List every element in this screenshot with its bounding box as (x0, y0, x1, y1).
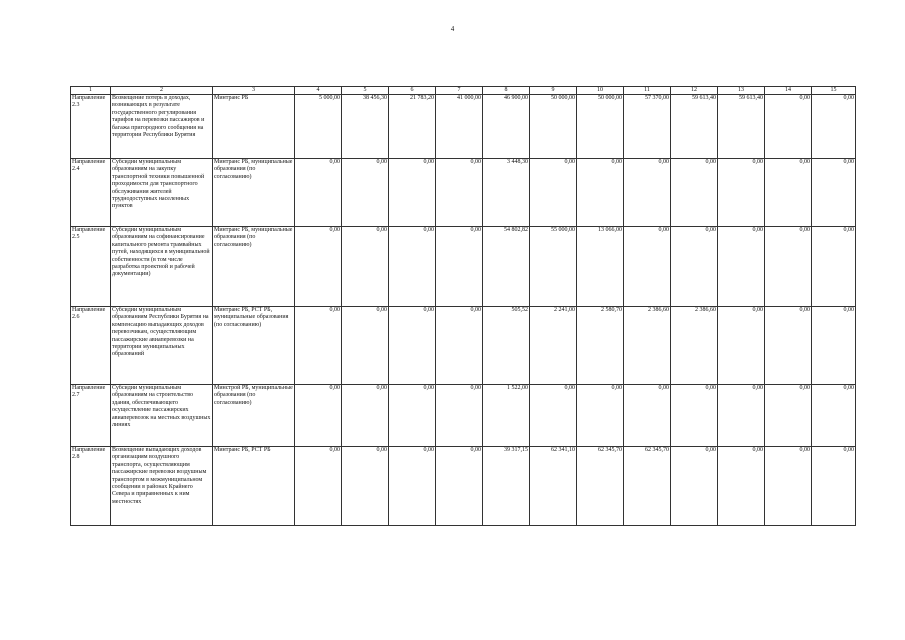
column-number: 8 (483, 87, 530, 95)
value-cell: 50 000,00 (530, 95, 577, 159)
value-cell: 0,00 (812, 447, 856, 526)
value-cell: 0,00 (342, 447, 389, 526)
column-number: 13 (718, 87, 765, 95)
value-cell: 0,00 (342, 385, 389, 447)
table-row (71, 95, 856, 159)
column-number: 7 (436, 87, 483, 95)
value-cell: 0,00 (765, 307, 812, 385)
value-cell: 57 370,00 (624, 95, 671, 159)
value-cell: 0,00 (436, 227, 483, 307)
value-cell: 0,00 (812, 227, 856, 307)
value-cell: 0,00 (718, 447, 765, 526)
value-cell: 0,00 (295, 307, 342, 385)
value-cell: 0,00 (436, 447, 483, 526)
table-row (71, 307, 856, 385)
value-cell: 0,00 (295, 159, 342, 227)
column-number: 5 (342, 87, 389, 95)
table-row (71, 385, 856, 447)
column-number: 11 (624, 87, 671, 95)
value-cell: 62 345,70 (577, 447, 624, 526)
value-cell: 59 613,40 (718, 95, 765, 159)
value-cell: 0,00 (624, 227, 671, 307)
row-code: Направление 2.5 (71, 227, 111, 307)
value-cell: 0,00 (389, 227, 436, 307)
value-cell: 0,00 (436, 307, 483, 385)
column-number: 2 (111, 87, 213, 95)
row-executor: Минтранс РБ (213, 95, 295, 159)
value-cell: 0,00 (718, 227, 765, 307)
value-cell: 5 000,00 (295, 95, 342, 159)
value-cell: 0,00 (342, 159, 389, 227)
row-description: Возмещение потерь в доходах, возникающих в результате государственного регулирования тарифов на перевозки пассажиров и багажа пригородного сообщения на территории Республики Бурятия (111, 95, 213, 159)
value-cell: 0,00 (295, 447, 342, 526)
value-cell: 0,00 (671, 227, 718, 307)
value-cell: 2 386,60 (671, 307, 718, 385)
value-cell: 0,00 (436, 159, 483, 227)
value-cell: 0,00 (295, 385, 342, 447)
value-cell: 0,00 (530, 159, 577, 227)
column-number: 10 (577, 87, 624, 95)
row-executor: Минтранс РБ, муниципальные образования (по согласованию) (213, 227, 295, 307)
value-cell: 46 900,00 (483, 95, 530, 159)
value-cell: 0,00 (577, 385, 624, 447)
value-cell: 2 580,70 (577, 307, 624, 385)
column-number: 3 (213, 87, 295, 95)
value-cell: 0,00 (765, 447, 812, 526)
row-code: Направление 2.3 (71, 95, 111, 159)
value-cell: 0,00 (718, 307, 765, 385)
row-code: Направление 2.6 (71, 307, 111, 385)
column-number: 14 (765, 87, 812, 95)
row-description: Возмещение выпадающих доходов организациям воздушного транспорта, осуществляющим пассажирские перевозки воздушным транспортом в межмуниципальном сообщении в районах Крайнего Севера и приравненных к ним местностях (111, 447, 213, 526)
value-cell: 0,00 (389, 385, 436, 447)
value-cell: 0,00 (342, 307, 389, 385)
row-code: Направление 2.4 (71, 159, 111, 227)
row-executor: Минтранс РБ, муниципальные образования (по согласованию) (213, 159, 295, 227)
value-cell: 21 783,20 (389, 95, 436, 159)
value-cell: 0,00 (718, 385, 765, 447)
value-cell: 0,00 (389, 447, 436, 526)
row-code: Направление 2.7 (71, 385, 111, 447)
value-cell: 13 066,00 (577, 227, 624, 307)
value-cell: 2 386,60 (624, 307, 671, 385)
value-cell: 0,00 (765, 159, 812, 227)
value-cell: 41 000,00 (436, 95, 483, 159)
value-cell: 59 613,40 (671, 95, 718, 159)
row-executor: Минтранс РБ, РСТ РБ (213, 447, 295, 526)
value-cell: 50 000,00 (577, 95, 624, 159)
value-cell: 0,00 (436, 385, 483, 447)
value-cell: 0,00 (530, 385, 577, 447)
table-row (71, 159, 856, 227)
value-cell: 0,00 (718, 159, 765, 227)
column-number: 9 (530, 87, 577, 95)
row-description: Субсидии муниципальным образованиям на строительство здания, обеспечивающего осуществление пассажирских авиаперевозок на местных воздушных линиях (111, 385, 213, 447)
value-cell: 0,00 (671, 447, 718, 526)
value-cell: 0,00 (671, 385, 718, 447)
page-number: 4 (450, 25, 455, 33)
column-number: 1 (71, 87, 111, 95)
value-cell: 0,00 (765, 95, 812, 159)
row-executor: Минстрой РБ, муниципальные образования (по согласованию) (213, 385, 295, 447)
value-cell: 62 341,10 (530, 447, 577, 526)
value-cell: 55 000,00 (530, 227, 577, 307)
budget-table (70, 86, 856, 526)
value-cell: 54 802,82 (483, 227, 530, 307)
value-cell: 1 522,00 (483, 385, 530, 447)
column-number: 4 (295, 87, 342, 95)
value-cell: 0,00 (577, 159, 624, 227)
value-cell: 2 241,00 (530, 307, 577, 385)
value-cell: 0,00 (624, 385, 671, 447)
value-cell: 0,00 (765, 227, 812, 307)
column-number: 6 (389, 87, 436, 95)
value-cell: 0,00 (624, 159, 671, 227)
value-cell: 62 345,70 (624, 447, 671, 526)
value-cell: 39 317,15 (483, 447, 530, 526)
value-cell: 0,00 (765, 385, 812, 447)
row-code: Направление 2.8 (71, 447, 111, 526)
value-cell: 0,00 (812, 385, 856, 447)
row-description: Субсидии муниципальным образованиям Республики Бурятия на компенсацию выпадающих доходов перевозчикам, осуществляющим пассажирские авиаперевозки на территории муниципальных образований (111, 307, 213, 385)
row-executor: Минтранс РБ, РСТ РБ, муниципальные образования (по согласованию) (213, 307, 295, 385)
table-row (71, 447, 856, 526)
table-row (71, 227, 856, 307)
row-description: Субсидии муниципальным образованиям на софинансирование капитального ремонта трамвайных путей, находящихся в муниципальной собственности (в том числе разработка проектной и рабочей документации) (111, 227, 213, 307)
value-cell: 0,00 (812, 307, 856, 385)
value-cell: 0,00 (342, 227, 389, 307)
value-cell: 0,00 (812, 159, 856, 227)
column-number: 12 (671, 87, 718, 95)
column-number: 15 (812, 87, 856, 95)
row-description: Субсидии муниципальным образованиям на закупку транспортной техники повышенной проходимости для транспортного обслуживания жителей труднодоступных населенных пунктов (111, 159, 213, 227)
value-cell: 0,00 (295, 227, 342, 307)
value-cell: 505,52 (483, 307, 530, 385)
column-number-row (71, 87, 856, 95)
value-cell: 0,00 (812, 95, 856, 159)
value-cell: 0,00 (389, 159, 436, 227)
value-cell: 3 448,30 (483, 159, 530, 227)
value-cell: 0,00 (389, 307, 436, 385)
value-cell: 0,00 (671, 159, 718, 227)
value-cell: 38 456,30 (342, 95, 389, 159)
